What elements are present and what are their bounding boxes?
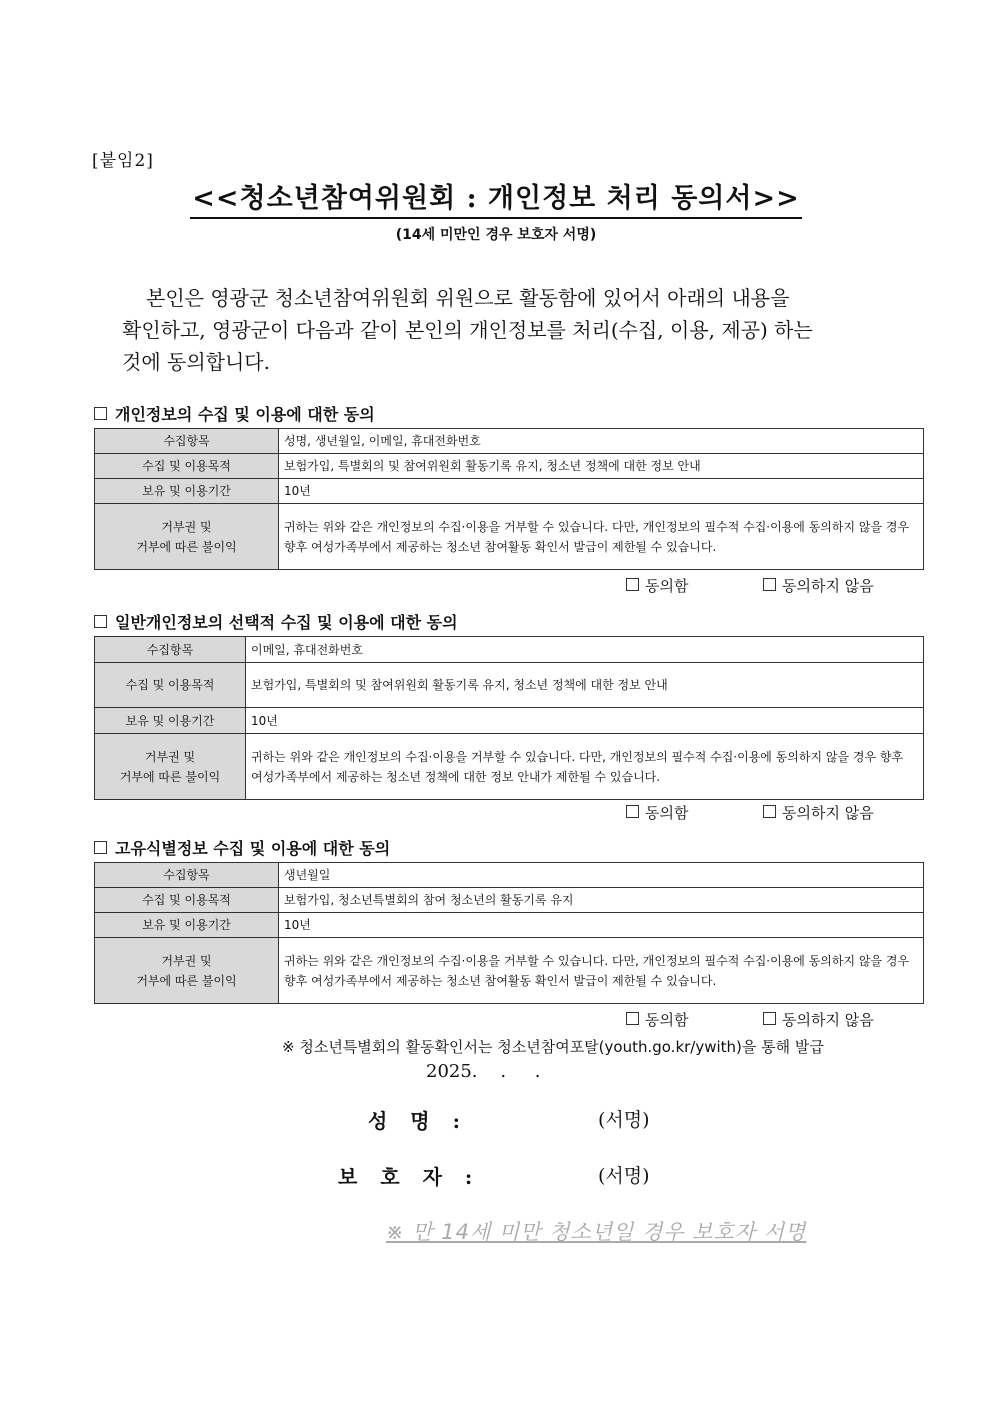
document-title: <<청소년참여위원회 : 개인정보 처리 동의서>>	[190, 183, 801, 219]
row-label	[95, 504, 279, 570]
checkbox-icon	[94, 841, 107, 854]
table-row	[95, 663, 924, 708]
guardian-sign-mark[interactable]: (서명)	[598, 1165, 650, 1187]
disagree-checkbox[interactable]	[763, 805, 776, 818]
disagree-label: 동의하지 않음	[782, 577, 874, 595]
section-3-heading-text: 고유식별정보 수집 및 이용에 대한 동의	[115, 839, 391, 858]
section-1-disagree[interactable]	[763, 575, 874, 596]
row-value: 10년	[246, 708, 924, 734]
name-label: 성 명 :	[368, 1109, 468, 1133]
agree-label: 동의함	[645, 1011, 689, 1029]
agree-label: 동의함	[645, 577, 689, 595]
intro-line-3: 것에 동의합니다.	[122, 350, 270, 374]
table-row	[95, 504, 924, 570]
section-2-heading	[94, 610, 458, 633]
table-row	[95, 938, 924, 1004]
table-row	[95, 888, 924, 913]
row-label-line: 거부권 및	[144, 749, 196, 764]
agree-checkbox[interactable]	[626, 805, 639, 818]
table-row	[95, 734, 924, 800]
section-1-heading-text: 개인정보의 수집 및 이용에 대한 동의	[115, 405, 375, 424]
row-label-line: 거부에 따른 불이익	[136, 973, 237, 988]
row-label-line: 거부에 따른 불이익	[136, 539, 237, 554]
disagree-label: 동의하지 않음	[782, 804, 874, 822]
row-label: 보유 및 이용기간	[95, 708, 246, 734]
section-2-heading-text: 일반개인정보의 선택적 수집 및 이용에 대한 동의	[115, 613, 458, 632]
checkbox-icon	[94, 615, 107, 628]
intro-line-2: 확인하고, 영광군이 다음과 같이 본인의 개인정보를 처리(수집, 이용, 제공) 하는	[122, 318, 813, 342]
row-value: 귀하는 위와 같은 개인정보의 수집·이용을 거부할 수 있습니다. 다만, 개인정보의 필수적 수집·이용에 동의하지 않을 경우 향후 여성가족부에서 제공하는 청소년 정책에 대한 정보 안내가 제한될 수 있습니다.	[246, 734, 924, 800]
checkbox-icon	[94, 407, 107, 420]
row-label: 수집항목	[95, 637, 246, 663]
issuance-note: ※ 청소년특별회의 활동확인서는 청소년참여포탈(youth.go.kr/ywith)을 통해 발급	[282, 1038, 824, 1056]
guardian-signature-note: ※ 만 14세 미만 청소년일 경우 보호자 서명	[386, 1220, 807, 1244]
agree-checkbox[interactable]	[626, 1012, 639, 1025]
table-row	[95, 863, 924, 888]
row-value: 귀하는 위와 같은 개인정보의 수집·이용을 거부할 수 있습니다. 다만, 개인정보의 필수적 수집·이용에 동의하지 않을 경우 향후 여성가족부에서 제공하는 청소년 참여활동 확인서 발급이 제한될 수 있습니다.	[279, 938, 924, 1004]
intro-line-1: 본인은 영광군 청소년참여위원회 위원으로 활동함에 있어서 아래의 내용을	[146, 286, 790, 310]
row-label: 보유 및 이용기간	[95, 913, 279, 938]
row-value: 생년월일	[279, 863, 924, 888]
table-row	[95, 913, 924, 938]
agree-label: 동의함	[645, 804, 689, 822]
row-label: 수집항목	[95, 863, 279, 888]
row-value: 10년	[279, 479, 924, 504]
row-label-line: 거부권 및	[161, 519, 212, 534]
section-3-disagree[interactable]	[763, 1009, 874, 1030]
row-value: 귀하는 위와 같은 개인정보의 수집·이용을 거부할 수 있습니다. 다만, 개인정보의 필수적 수집·이용에 동의하지 않을 경우 향후 여성가족부에서 제공하는 청소년 참여활동 확인서 발급이 제한될 수 있습니다.	[279, 504, 924, 570]
row-value: 보험가입, 특별회의 및 참여위원회 활동기록 유지, 청소년 정책에 대한 정보 안내	[246, 663, 924, 708]
row-label	[95, 938, 279, 1004]
section-3-agree[interactable]	[626, 1009, 688, 1030]
name-sign-mark[interactable]: (서명)	[598, 1109, 650, 1131]
row-value: 10년	[279, 913, 924, 938]
guardian-label: 보 호 자 :	[338, 1165, 481, 1189]
section-3-table	[94, 862, 924, 1004]
row-label: 수집항목	[95, 429, 279, 454]
section-1-table	[94, 428, 924, 570]
date-field[interactable]: 2025. . .	[426, 1061, 541, 1082]
table-row	[95, 479, 924, 504]
row-label	[95, 734, 246, 800]
disagree-label: 동의하지 않음	[782, 1011, 874, 1029]
table-row	[95, 637, 924, 663]
row-value: 보험가입, 청소년특별회의 참여 청소년의 활동기록 유지	[279, 888, 924, 913]
attachment-label: [붙임2]	[92, 151, 154, 171]
row-label: 수집 및 이용목적	[95, 663, 246, 708]
row-label-line: 거부에 따른 불이익	[119, 769, 221, 784]
section-1-agree[interactable]	[626, 575, 688, 596]
row-value: 보험가입, 특별회의 및 참여위원회 활동기록 유지, 청소년 정책에 대한 정보 안내	[279, 454, 924, 479]
agree-checkbox[interactable]	[626, 578, 639, 591]
table-row	[95, 454, 924, 479]
intro-paragraph	[122, 282, 902, 378]
row-label: 보유 및 이용기간	[95, 479, 279, 504]
row-label: 수집 및 이용목적	[95, 454, 279, 479]
document-subtitle: (14세 미만인 경우 보호자 서명)	[395, 227, 597, 243]
table-row	[95, 429, 924, 454]
section-2-agree[interactable]	[626, 802, 688, 823]
section-1-heading	[94, 402, 375, 425]
section-2-disagree[interactable]	[763, 802, 874, 823]
document-title-wrap	[0, 176, 992, 215]
row-label: 수집 및 이용목적	[95, 888, 279, 913]
section-2-table	[94, 636, 924, 800]
disagree-checkbox[interactable]	[763, 578, 776, 591]
table-row	[95, 708, 924, 734]
row-value: 성명, 생년월일, 이메일, 휴대전화번호	[279, 429, 924, 454]
section-3-heading	[94, 836, 390, 859]
row-value: 이메일, 휴대전화번호	[246, 637, 924, 663]
row-label-line: 거부권 및	[161, 953, 212, 968]
disagree-checkbox[interactable]	[763, 1012, 776, 1025]
